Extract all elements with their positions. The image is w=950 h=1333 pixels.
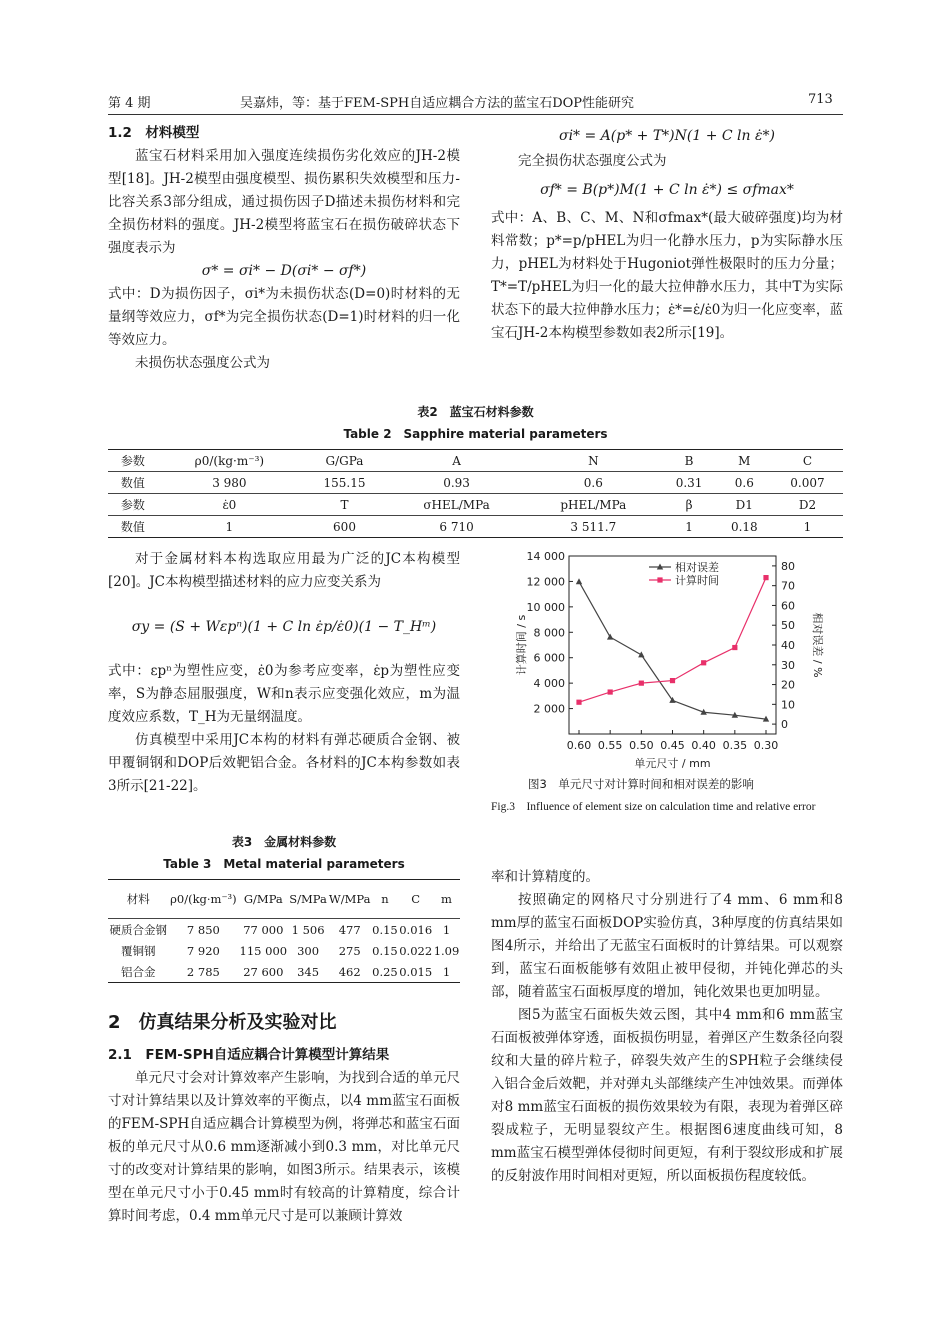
- series-line-calc-time: [579, 578, 766, 703]
- x-axis-tick-label: 0.60: [566, 739, 592, 752]
- left-column-top: [108, 122, 460, 375]
- table-cell: 462: [338, 964, 361, 979]
- paragraph: 完全损伤状态强度公式为: [518, 153, 667, 169]
- table-header-cell: G/MPa: [243, 892, 283, 906]
- paragraph: 按照确定的网格尺寸分别进行了4 mm、6 mm和8 mm厚的蓝宝石面板DOP实验仿真，3种厚度的仿真结果如图4所示，并给出了无蓝宝石面板时的计算结果。可以观察到，蓝宝石面板能够有效阻止被甲侵彻，并钝化弹芯的头部，随着蓝宝石面板厚度的增加，钝化效果也更加明显。: [491, 892, 843, 1000]
- right-column-top: [491, 122, 843, 345]
- table-cell: 参数: [120, 498, 145, 512]
- left-axis-tick-label: 4 000: [533, 677, 565, 691]
- table-cell: N: [588, 453, 599, 468]
- paragraph: 单元尺寸会对计算效率产生影响，为找到合适的单元尺寸对计算结果以及计算效率的平衡点，以4 mm蓝宝石面板的FEM-SPH自适应耦合计算模型为例，将弹芯和蓝宝石面板的单元尺寸从0.6 mm逐渐减小到0.3 mm，对比单元尺寸的改变对计算结果的影响，如图3所示。结果表示，该模型在单元尺寸小于0.45 mm时有较高的计算精度，综合计算时间考虑，0.4 mm单元尺寸是可以兼顾计算效: [108, 1070, 460, 1224]
- paragraph: 式中：εpⁿ为塑性应变，ε̇0为参考应变率，ε̇p为塑性应变率，S为静态屈服强度，W和n表示应变强化效应，m为温度效应系数，T_H为无量纲温度。: [108, 663, 460, 725]
- table-cell: 1: [225, 519, 234, 534]
- data-point-calc-time: [701, 660, 706, 665]
- table-cell: D1: [735, 497, 753, 512]
- equation-4: σy = (S + Wεpⁿ)(1 + C ln ε̇p/ε̇0)(1 − T_Hᵐ): [131, 619, 437, 635]
- table-cell: 0.25: [372, 964, 398, 979]
- table-2: [108, 449, 843, 538]
- table-cell: 0.18: [730, 519, 758, 534]
- right-axis-label: 相对误差 / %: [811, 612, 824, 678]
- left-column-bottom: [108, 1008, 460, 1228]
- table-cell: 数值: [120, 476, 145, 490]
- table2-caption-cn: 表2 蓝宝石材料参数: [417, 405, 534, 419]
- table-row: [108, 450, 843, 472]
- table-row: [108, 919, 460, 941]
- legend-label: 相对误差: [675, 561, 719, 574]
- paragraph: 式中：D为损伤因子，σi*为未损伤状态(D=0)时材料的无量纲等效应力，σf*为完全损伤状态(D=1)时材料的归一化等效应力。: [108, 286, 460, 348]
- page-number: 713: [808, 92, 833, 107]
- table-cell: 1 506: [291, 922, 325, 937]
- table2-caption-en: Table 2 Sapphire material parameters: [343, 427, 608, 441]
- left-axis-tick-label: 14 000: [526, 550, 565, 563]
- right-axis-tick-label: 20: [781, 678, 795, 692]
- table-header-cell: 材料: [126, 892, 150, 906]
- left-column-mid: [108, 548, 460, 798]
- section-heading-2-1: 2.1 FEM-SPH自适应耦合计算模型计算结果: [108, 1047, 390, 1063]
- data-point-calc-time: [763, 575, 768, 580]
- table-header-cell: C: [411, 892, 421, 906]
- left-axis-tick-label: 6 000: [533, 651, 565, 665]
- right-axis-tick-label: 70: [781, 579, 795, 593]
- table-cell: 2 785: [186, 964, 220, 979]
- table-cell: 27 600: [243, 964, 284, 979]
- left-axis-tick-label: 10 000: [526, 600, 565, 614]
- equation-3: σf* = B(p*)M(1 + C ln ε̇*) ≤ σfmax*: [540, 182, 794, 198]
- header-rule: [108, 114, 843, 115]
- table-cell: 0.6: [583, 475, 603, 490]
- table-header-cell: S/MPa: [289, 892, 327, 906]
- table-cell: σHEL/MPa: [423, 497, 490, 512]
- right-axis-tick-label: 30: [781, 658, 795, 672]
- data-point-calc-time: [608, 689, 613, 694]
- table-cell: 1: [442, 964, 451, 979]
- right-axis-tick-label: 40: [781, 639, 795, 652]
- table-cell: 300: [297, 943, 320, 958]
- table-cell: 477: [338, 922, 361, 937]
- table-cell: 1: [442, 922, 451, 937]
- table-cell: C: [802, 453, 813, 468]
- table-cell: 0.31: [675, 475, 703, 490]
- table-cell: M: [738, 453, 751, 468]
- table-header-cell: n: [381, 892, 389, 906]
- data-point-relative-error: [638, 651, 644, 657]
- table-cell: 0.15: [372, 943, 398, 958]
- table-header-cell: m: [441, 892, 452, 906]
- table-cell: 0.016: [399, 922, 433, 937]
- table-cell: 参数: [120, 454, 145, 468]
- x-axis-label: 单元尺寸 / mm: [634, 757, 711, 770]
- figure3-caption-en: Fig.3 Influence of element size on calculation time and relative error: [491, 801, 816, 813]
- data-point-calc-time: [639, 681, 644, 686]
- paragraph: 图5为蓝宝石面板失效云图，其中4 mm和6 mm蓝宝石面板被弹体穿透，面板损伤明显，着弹区产生数条径向裂纹和大量的碎片粒子，碎裂失效产生的SPH粒子会继续侵入铝合金后效靶，并对弹丸头部继续产生冲蚀效果。而弹体对8 mm蓝宝石面板的损伤效果较为有限，表现为着弹区碎裂成粒子，无明显裂纹产生。根据图6速度曲线可知，8 mm蓝宝石模型弹体侵彻时间更短，有利于裂纹形成和扩展的反射波作用时间相对更短，所以面板损伤程度较低。: [491, 1007, 843, 1184]
- paragraph: 式中：A、B、C、M、N和σfmax*(最大破碎强度)均为材料常数；p*=p/pHEL为归一化静水压力，p为实际静水压力，pHEL为材料处于Hugoniot弹性极限时的压力分量；T*=T/pHEL为归一化的最大拉伸静水压力，其中T为实际状态下的最大拉伸静水压力；ε̇*=ε̇/ε̇0为归一化应变率，蓝宝石JH-2本构模型参数如表2所示[19]。: [491, 210, 843, 341]
- table-header-cell: ρ0/(kg·m⁻³): [170, 892, 237, 906]
- table-cell: 硬质合金钢: [109, 922, 167, 937]
- data-point-calc-time: [732, 645, 737, 650]
- table-cell: 0.015: [399, 964, 433, 979]
- table-cell: 覆铜钢: [120, 943, 156, 958]
- table-cell: 0.93: [443, 475, 470, 490]
- table-header-cell: W/MPa: [328, 892, 371, 906]
- table-row: [108, 494, 843, 516]
- table-cell: pHEL/MPa: [560, 497, 627, 512]
- data-point-calc-time: [670, 678, 675, 683]
- right-axis-tick-label: 10: [781, 698, 795, 712]
- table-cell: 3 980: [212, 475, 247, 490]
- table-cell: 3 511.7: [570, 519, 617, 534]
- table-cell: 7 920: [186, 943, 220, 958]
- right-axis-tick-label: 50: [781, 619, 795, 633]
- left-axis-tick-label: 2 000: [533, 702, 565, 716]
- table-cell: 1: [685, 519, 693, 534]
- legend-label: 计算时间: [675, 574, 719, 587]
- table-row: [108, 940, 460, 961]
- table3-caption-en: Table 3 Metal material parameters: [163, 857, 405, 871]
- table-header-row: [108, 880, 460, 919]
- table-cell: 6 710: [439, 519, 474, 534]
- section-heading-1-2: 1.2 材料模型: [108, 125, 200, 141]
- left-axis-tick-label: 8 000: [533, 626, 565, 640]
- plot-frame: [569, 556, 776, 734]
- table-row: [108, 961, 460, 983]
- figure-3-chart: [491, 548, 843, 776]
- table-cell: 铝合金: [120, 964, 156, 979]
- table3-caption-cn: 表3 金属材料参数: [231, 835, 337, 849]
- left-axis-tick-label: 12 000: [526, 575, 565, 589]
- table-row: [108, 516, 843, 538]
- table-cell: B: [684, 453, 694, 468]
- table-cell: T: [340, 497, 349, 512]
- table-cell: 0.6: [734, 475, 754, 490]
- table-cell: 77 000: [243, 922, 284, 937]
- right-axis-tick-label: 0: [781, 718, 788, 732]
- equation-2: σi* = A(p* + T*)N(1 + C ln ε̇*): [559, 128, 775, 144]
- table-cell: 275: [338, 943, 361, 958]
- x-axis-tick-label: 0.30: [753, 739, 779, 752]
- x-axis-tick-label: 0.50: [629, 739, 654, 752]
- paragraph: 率和计算精度的。: [491, 869, 599, 885]
- paragraph: 对于金属材料本构选取应用最为广泛的JC本构模型[20]。JC本构模型描述材料的应力应变关系为: [108, 551, 460, 590]
- right-axis-tick-label: 80: [781, 559, 795, 573]
- data-point-calc-time: [576, 700, 581, 705]
- figure3-caption-cn: 图3 单元尺寸对计算时间和相对误差的影响: [528, 777, 754, 791]
- equation-1: σ* = σi* − D(σi* − σf*): [201, 263, 367, 279]
- running-title: 吴嘉炜，等：基于FEM-SPH自适应耦合方法的蓝宝石DOP性能研究: [240, 96, 635, 111]
- section-heading-2: 2 仿真结果分析及实验对比: [108, 1012, 337, 1033]
- issue-number: 第 4 期: [108, 96, 151, 111]
- table-cell: 1: [803, 519, 812, 534]
- x-axis-tick-label: 0.45: [660, 739, 685, 752]
- table-cell: 0.007: [790, 475, 825, 490]
- table-cell: 数值: [120, 520, 145, 534]
- table-cell: 345: [297, 964, 320, 979]
- paragraph: 蓝宝石材料采用加入强度连续损伤劣化效应的JH-2模型[18]。JH-2模型由强度模型、损伤累积失效模型和压力-比容关系3部分组成，通过损伤因子D描述未损伤材料和完全损伤材料的强度。JH-2模型将蓝宝石在损伤破碎状态下强度表示为: [108, 148, 460, 256]
- table-cell: 600: [333, 519, 356, 534]
- table-cell: 155.15: [323, 475, 366, 490]
- table-cell: A: [452, 453, 461, 468]
- table-cell: 7 850: [186, 922, 220, 937]
- paragraph: 未损伤状态强度公式为: [135, 355, 270, 371]
- right-axis-tick-label: 60: [781, 599, 795, 613]
- table-cell: ε̇0: [222, 497, 237, 512]
- table-cell: β: [685, 497, 693, 512]
- table-cell: D2: [798, 497, 817, 512]
- left-axis-label: 计算时间 / s: [515, 614, 528, 676]
- table-row: [108, 472, 843, 494]
- data-point-relative-error: [607, 634, 613, 640]
- table-cell: 0.022: [399, 943, 433, 958]
- table-cell: 1.09: [433, 943, 460, 958]
- x-axis-tick-label: 0.35: [722, 739, 748, 752]
- table-cell: G/GPa: [325, 453, 364, 468]
- table-cell: ρ0/(kg·m⁻³): [194, 453, 265, 468]
- right-column-bottom: [491, 866, 843, 1188]
- table-cell: 115 000: [239, 943, 288, 958]
- x-axis-tick-label: 0.55: [597, 739, 623, 752]
- table-3: [108, 879, 460, 983]
- data-point-relative-error: [576, 578, 582, 584]
- x-axis-tick-label: 0.40: [691, 739, 716, 752]
- paragraph: 仿真模型中采用JC本构的材料有弹芯硬质合金钢、被甲覆铜钢和DOP后效靶铝合金。各材料的JC本构参数如表3所示[21-22]。: [108, 732, 460, 794]
- table-cell: 0.15: [372, 922, 398, 937]
- legend-marker: [657, 577, 662, 582]
